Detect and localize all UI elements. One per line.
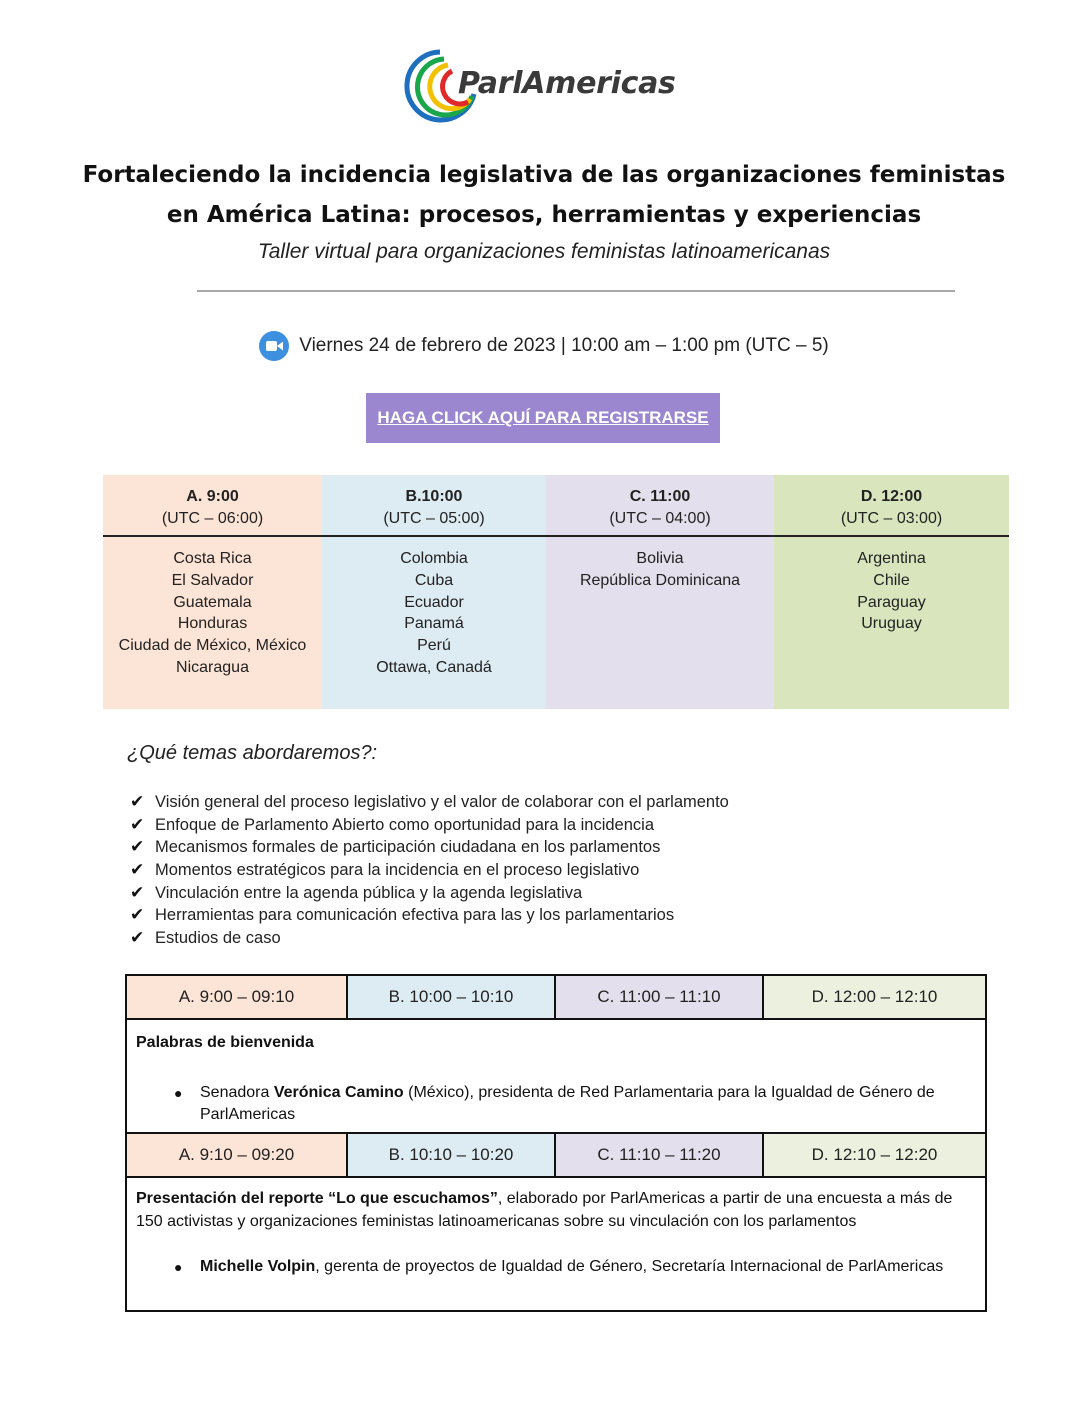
checkmark-icon: ✔	[130, 814, 145, 834]
timezone-header	[546, 475, 774, 537]
event-datetime: Viernes 24 de febrero de 2023 | 10:00 am – 1:00 pm (UTC – 5)	[299, 335, 829, 356]
logo-text: ParlAmericas	[458, 66, 676, 101]
time-slot-b: B. 10:00 – 10:10	[348, 976, 556, 1018]
timezone-label: D. 12:00	[860, 488, 923, 505]
timezone-column-c	[546, 475, 774, 709]
list-item	[130, 836, 729, 859]
timezone-utc: (UTC – 06:00)	[161, 510, 264, 527]
country: Chile	[873, 571, 910, 589]
time-slot-b: B. 10:10 – 10:20	[348, 1134, 556, 1176]
agenda-heading-rest: , elaborado por ParlAmericas a partir de una encuesta a más de 150 activistas y organizaciones feministas latinoamericanas sobre su vinculación con los parlamentos	[136, 1190, 953, 1230]
list-item	[130, 814, 729, 837]
agenda-heading-bold: Presentación del reporte “Lo que escuchamos”	[136, 1190, 498, 1207]
country: Argentina	[857, 550, 926, 567]
country: Guatemala	[173, 593, 252, 611]
checkmark-icon: ✔	[130, 882, 145, 902]
time-slot-a: A. 9:00 – 09:10	[127, 976, 348, 1018]
agenda-block-welcome	[127, 1020, 985, 1134]
list-item	[130, 791, 729, 814]
time-slot-d: D. 12:00 – 12:10	[764, 976, 985, 1018]
country: Uruguay	[861, 615, 922, 633]
country: Paraguay	[857, 593, 926, 611]
country: Ottawa, Canadá	[376, 658, 492, 676]
timezone-column-a	[103, 475, 322, 709]
time-slot-row	[127, 1134, 985, 1178]
country: Nicaragua	[176, 658, 249, 676]
topic-text: Momentos estratégicos para la incidencia en el proceso legislativo	[155, 861, 640, 880]
time-slot-c: C. 11:10 – 11:20	[556, 1134, 764, 1176]
checkmark-icon: ✔	[130, 837, 145, 857]
checkmark-icon: ✔	[130, 860, 145, 880]
country: Costa Rica	[173, 550, 252, 567]
country: República Dominicana	[579, 571, 741, 589]
timezone-label: C. 11:00	[629, 488, 691, 505]
country: Cuba	[414, 571, 454, 589]
speaker-role: (México), presidenta de Red Parlamentaria para la Igualdad de Género de ParlAmericas	[200, 1083, 935, 1123]
speaker-title: Senadora	[200, 1083, 274, 1101]
agenda-table	[125, 974, 987, 1312]
topic-text: Herramientas para comunicación efectiva para las y los parlamentarios	[155, 906, 675, 925]
country: Ecuador	[404, 593, 464, 611]
time-slot-d: D. 12:10 – 12:20	[764, 1134, 985, 1176]
timezone-column-b	[322, 475, 546, 709]
timezone-utc: (UTC – 05:00)	[383, 510, 485, 527]
timezone-column-d	[774, 475, 1009, 709]
register-link-button[interactable]: HAGA CLICK AQUÍ PARA REGISTRARSE	[366, 393, 720, 443]
country: Honduras	[177, 615, 248, 633]
country: El Salvador	[171, 571, 254, 589]
timezone-label: A. 9:00	[186, 488, 239, 505]
time-slot-c: C. 11:00 – 11:10	[556, 976, 764, 1018]
agenda-heading	[136, 1188, 975, 1233]
timezone-label: B.10:00	[405, 488, 463, 505]
agenda-heading: Palabras de bienvenida	[136, 1034, 314, 1051]
timezone-utc: (UTC – 04:00)	[609, 510, 711, 527]
topics-heading: ¿Qué temas abordaremos?:	[127, 742, 378, 764]
speaker-name: Michelle Volpin	[200, 1258, 316, 1275]
bullet-icon: ●	[174, 1259, 183, 1275]
checkmark-icon: ✔	[130, 928, 145, 948]
video-camera-icon	[259, 331, 289, 361]
timezone-header	[774, 475, 1009, 537]
timezone-utc: (UTC – 03:00)	[840, 510, 943, 527]
checkmark-icon: ✔	[130, 792, 145, 811]
page-title-line-2: en América Latina: procesos, herramientas y experiencias	[166, 202, 922, 228]
topic-text: Mecanismos formales de participación ciudadana en los parlamentos	[155, 838, 661, 857]
list-item	[130, 882, 729, 905]
page-title-line-1: Fortaleciendo la incidencia legislativa de las organizaciones feministas	[82, 162, 1006, 188]
timezone-header	[322, 475, 546, 537]
topics-list	[130, 791, 729, 950]
parlamericas-logo	[400, 44, 690, 124]
speaker-role: , gerenta de proyectos de Igualdad de Género, Secretaría Internacional de ParlAmericas	[315, 1258, 944, 1275]
list-item	[130, 859, 729, 882]
timezone-table	[103, 475, 1009, 709]
page-subtitle: Taller virtual para organizaciones feministas latinoamericanas	[257, 240, 831, 263]
topic-text: Vinculación entre la agenda pública y la agenda legislativa	[155, 883, 583, 902]
bullet-icon: ●	[174, 1084, 183, 1101]
country: Ciudad de México, México	[118, 637, 307, 655]
speaker-item	[136, 1256, 975, 1279]
country: Perú	[417, 637, 451, 655]
speaker-item	[136, 1082, 975, 1127]
topic-text: Visión general del proceso legislativo y el valor de colaborar con el parlamento	[155, 793, 729, 811]
list-item	[130, 904, 729, 927]
country: Bolivia	[636, 550, 684, 567]
country: Colombia	[400, 550, 468, 567]
speaker-name: Verónica Camino	[273, 1083, 404, 1101]
event-date-row	[0, 331, 1088, 361]
list-item	[130, 927, 729, 950]
checkmark-icon: ✔	[130, 905, 145, 925]
country: Panamá	[404, 615, 464, 633]
time-slot-a: A. 9:10 – 09:20	[127, 1134, 348, 1176]
topic-text: Enfoque de Parlamento Abierto como oportunidad para la incidencia	[155, 815, 654, 834]
divider	[197, 290, 955, 292]
time-slot-row	[127, 976, 985, 1020]
timezone-header	[103, 475, 322, 537]
topic-text: Estudios de caso	[155, 929, 281, 948]
agenda-block-report	[127, 1178, 985, 1310]
